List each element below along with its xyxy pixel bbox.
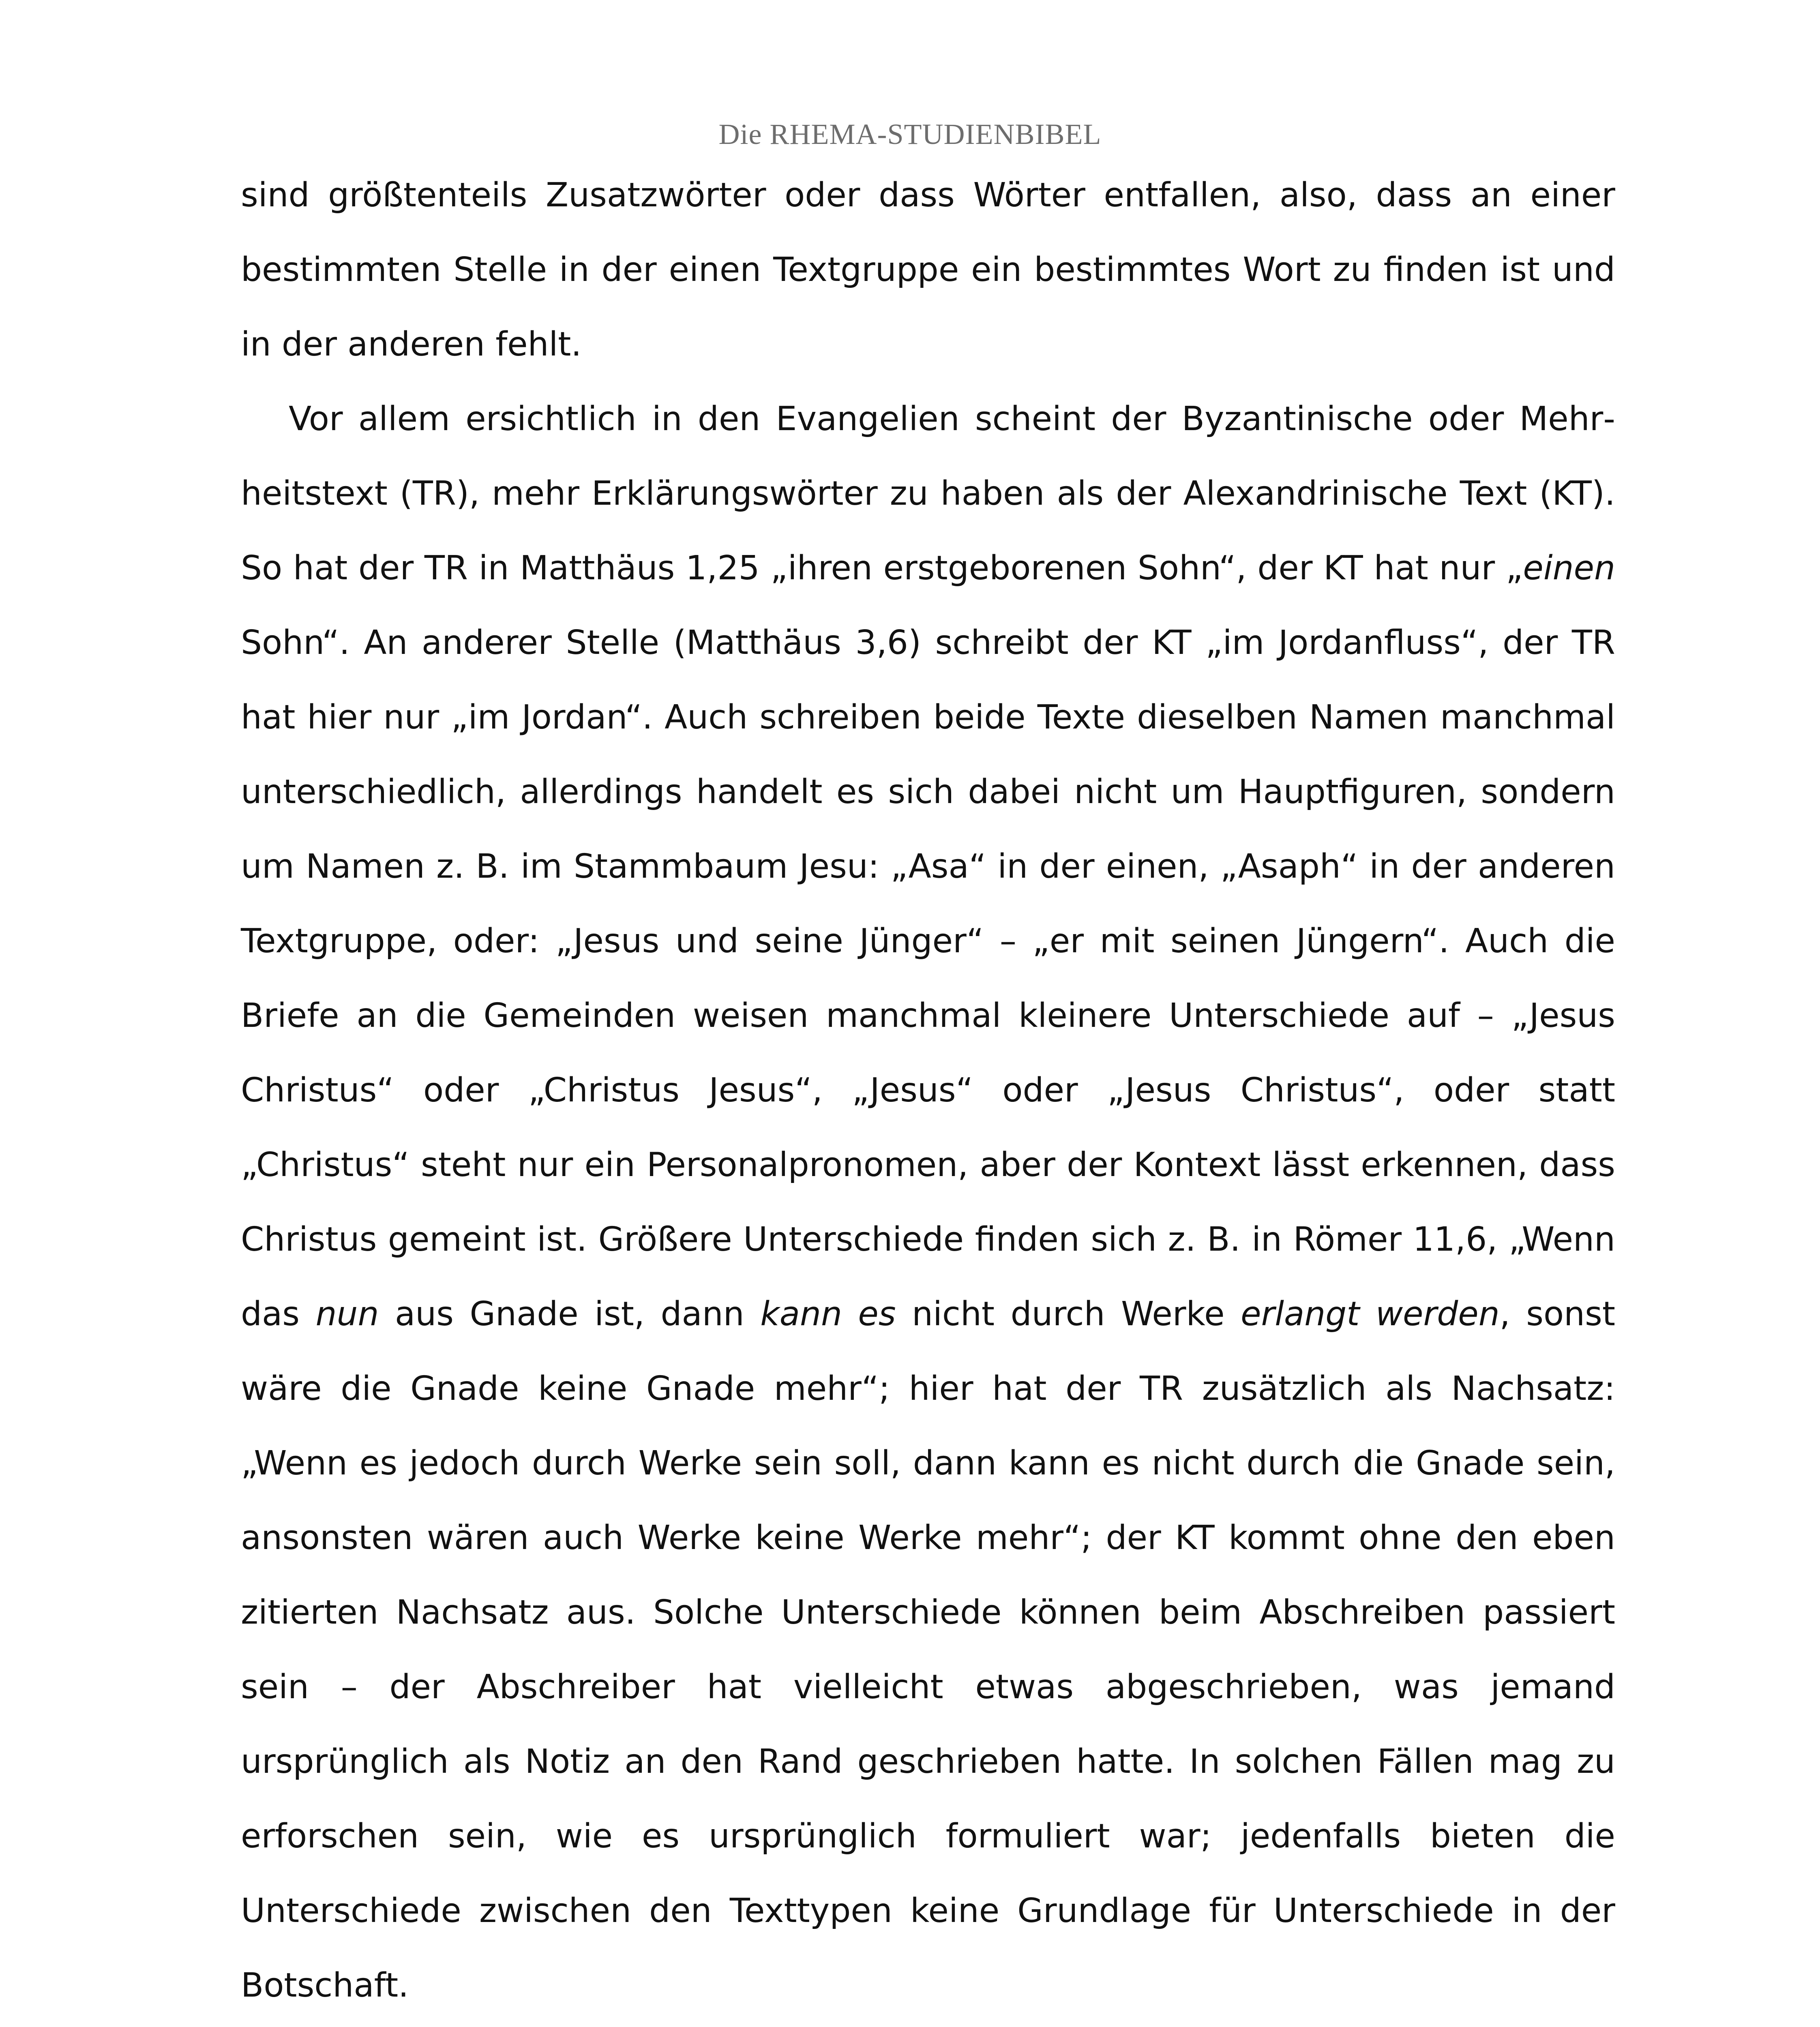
- text-run: , sonst wäre die Gnade keine Gnade mehr“; hier hat der TR zusätzlich als Nachsatz: „Wenn es jedoch durch Werke sein soll, dann kann es nicht durch die Gnade sein, ansonsten wären auch Werke keine Werke mehr“; der KT kommt ohne den eben zitierten Nachsatz aus. Solche Unterschiede können beim Abschreiben passiert sein – der Abschreiber hat vielleicht etwas abgeschrieben, was jemand ursprünglich als Notiz an den Rand geschrieben hatte. In solchen Fällen mag zu erforschen sein, wie es ursprünglich formuliert war; jedenfalls bieten die Unterschiede zwischen den Texttypen keine Grundlage für Unterschiede in der Botschaft.: [241, 1295, 1615, 2005]
- paragraph-1: [241, 158, 1615, 382]
- text-run: Vor allem ersichtlich in den Evangelien scheint der Byzantinische oder Mehrheitstext (TR), mehr Erklärungswörter zu haben als der Alexandrinische Text (KT). So hat der TR in Matthäus 1,25 „ihren erstgeborenen Sohn“, der KT hat nur „: [241, 400, 1615, 587]
- italic-text-run: erlangt werden: [1241, 1295, 1500, 1333]
- running-header: Die RHEMA-STUDIENBIBEL: [718, 118, 1102, 150]
- paragraph-2: [241, 382, 1615, 2023]
- text-run: nicht durch Werke: [896, 1295, 1241, 1333]
- italic-text-run: einen: [1523, 549, 1615, 587]
- body-text: [241, 158, 1615, 2027]
- text-run: Sohn“. An anderer Stelle (Matthäus 3,6) schreibt der KT „im Jordanfluss“, der TR hat hier nur „im Jordan“. Auch schreiben beide Texte dieselben Namen manchmal unterschiedlich, allerdings handelt es sich dabei nicht um Hauptfiguren, sondern um Namen z. B. im Stammbaum Jesu: „Asa“ in der einen, „Asaph“ in der anderen Textgruppe, oder: „Jesus und seine Jünger“ – „er mit seinen Jüngern“. Auch die Briefe an die Gemeinden weisen manchmal kleinere Unterschiede auf – „Jesus Christus“ oder „Christus Jesus“, „Jesus“ oder „Jesus Christus“, oder statt „Christus“ steht nur ein Personalpronomen, aber der Kontext lässt erkennen, dass Christus gemeint ist. Größere Unterschiede finden sich z. B. in Römer 11,6, „Wenn das: [241, 624, 1615, 1333]
- paragraph-3: [241, 2023, 1615, 2027]
- italic-text-run: kann es: [760, 1295, 896, 1333]
- text-run: sind größtenteils Zusatzwörter oder dass Wörter entfallen, also, dass an einer bestimmten Stelle in der einen Textgruppe ein bestimmtes Wort zu finden ist und in der anderen fehlt.: [241, 176, 1615, 364]
- text-run: aus Gnade ist, dann: [379, 1295, 761, 1333]
- italic-text-run: nun: [315, 1295, 379, 1333]
